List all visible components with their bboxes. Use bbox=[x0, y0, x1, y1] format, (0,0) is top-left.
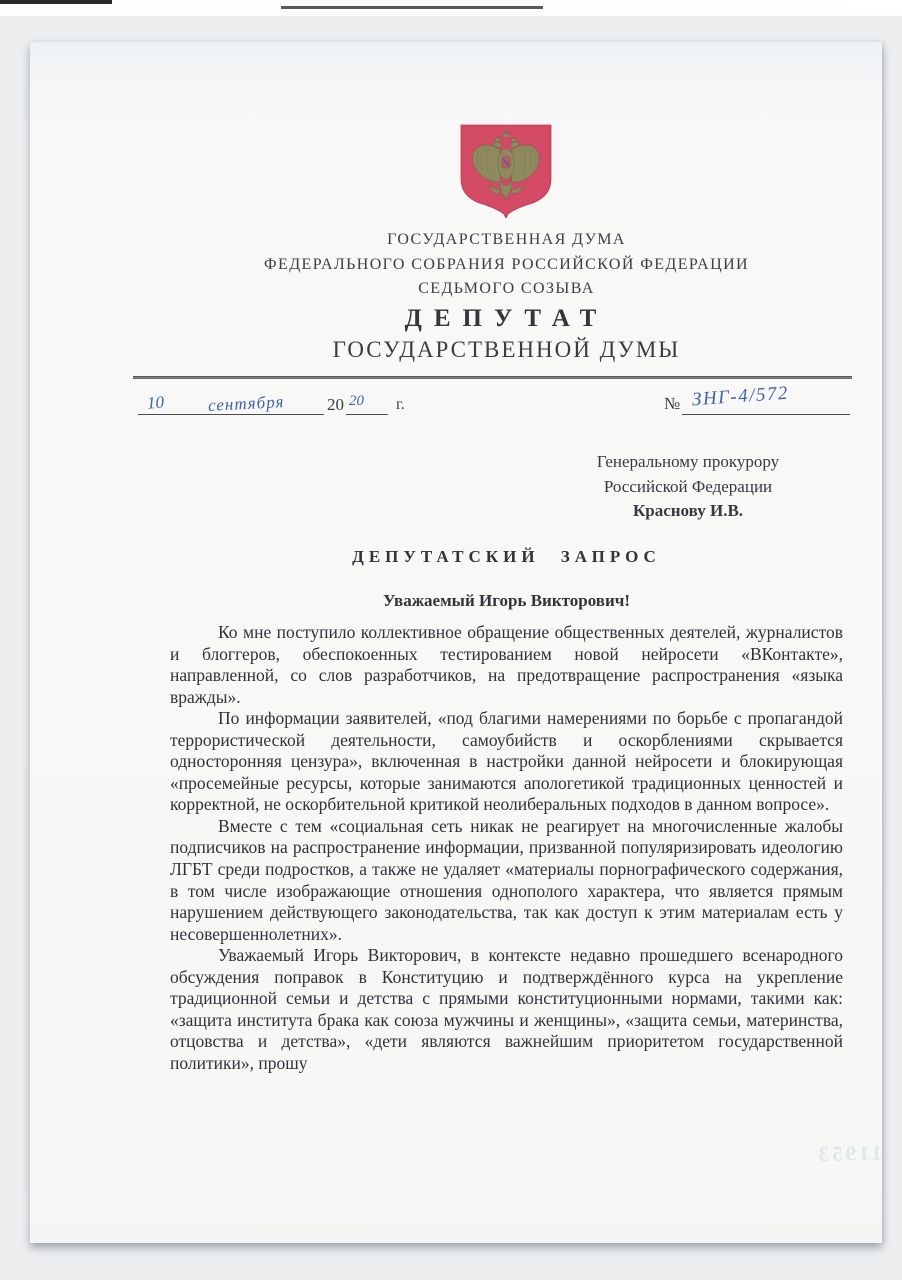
letterhead-org-lines bbox=[170, 228, 843, 302]
org-line-2: ФЕДЕРАЛЬНОГО СОБРАНИЯ РОССИЙСКОЙ ФЕДЕРАЦИИ bbox=[264, 255, 749, 273]
paragraph: Вместе с тем «социальная сеть никак не реагирует на многочисленные жалобы подписчиков на распространение информации, призванной популяризировать идеологию ЛГБТ среди подростков, а также не удаляет «материалы порнографического содержания, в том числе изображающие отношения однополого характера, что является прямым нарушением действующего законодательства, так как доступ к этим материалам есть у несовершеннолетних». bbox=[170, 815, 843, 944]
paragraph: По информации заявителей, «под благими намерениями по борьбе с пропагандой террористической деятельности, самоубийств и оскорблениями скрывается односторонняя цензура», включенная в настройки данной нейросети и блокирующая «просемейные ресурсы, которые занимаются апологетикой традиционных ценностей и корректной, не оскорбительной критикой неолиберальных подходов в данном вопросе». bbox=[170, 708, 843, 815]
letterhead-divider-rule bbox=[133, 376, 852, 379]
coat-of-arms-icon bbox=[455, 122, 557, 218]
paragraph: Ко мне поступило коллективное обращение общественных деятелей, журналистов и блоггеров, обеспокоенных тестированием новой нейросети «ВКонтакте», направленной, со слов разработчиков, на предотвращение распространения «языка вражды». bbox=[170, 622, 843, 707]
deputy-title-line: ДЕПУТАТ bbox=[404, 305, 609, 332]
addressee-name: Краснову И.В. bbox=[632, 501, 744, 520]
addressee-org: Российской Федерации bbox=[603, 476, 773, 496]
year-suffix: г. bbox=[396, 396, 405, 413]
handwritten-day: 10 bbox=[146, 392, 165, 413]
letter-body bbox=[170, 622, 843, 1074]
addressee-position: Генеральному прокурору bbox=[596, 452, 780, 471]
duma-title-line: ГОСУДАРСТВЕННОЙ ДУМЫ bbox=[332, 337, 681, 362]
org-line-3: СЕДЬМОГО СОЗЫВА bbox=[418, 280, 595, 297]
russia-coat-of-arms bbox=[455, 122, 557, 218]
handwritten-document-number: ЗНГ-4/572 bbox=[691, 382, 790, 411]
bleed-through-mark: 11953 bbox=[815, 1140, 883, 1166]
scan-top-strip bbox=[0, 0, 902, 16]
paragraph: Уважаемый Игорь Викторович, в контексте недавно прошедшего всенародного обсуждения поправок в Конституцию и подтверждённого курса на укрепление традиционной семьи и детства с прямыми конституционными нормами, такими как: «защита института брака как союза мужчины и женщины», «защита семьи, материнства, отцовства и детства», «дети являются важнейшим приоритетом государственной политики», прошу bbox=[170, 945, 843, 1073]
scan-artifact-line bbox=[0, 0, 112, 4]
salutation: Уважаемый Игорь Викторович! bbox=[382, 591, 631, 610]
date-number-row bbox=[30, 382, 882, 436]
handwritten-year: 20 bbox=[349, 393, 364, 409]
addressee-block bbox=[560, 450, 816, 524]
scanned-letter-page bbox=[30, 42, 882, 1243]
scan-artifact-line bbox=[281, 6, 543, 9]
printed-year-prefix: 20 bbox=[327, 395, 344, 414]
org-line-1: ГОСУДАРСТВЕННАЯ ДУМА bbox=[387, 231, 626, 248]
letterhead-title bbox=[170, 304, 843, 364]
scan-artifact-blob bbox=[846, 0, 902, 13]
number-sign: № bbox=[664, 394, 681, 413]
handwritten-month: сентября bbox=[207, 392, 285, 415]
document-subject: ДЕПУТАТСКИЙ ЗАПРОС bbox=[352, 547, 661, 566]
